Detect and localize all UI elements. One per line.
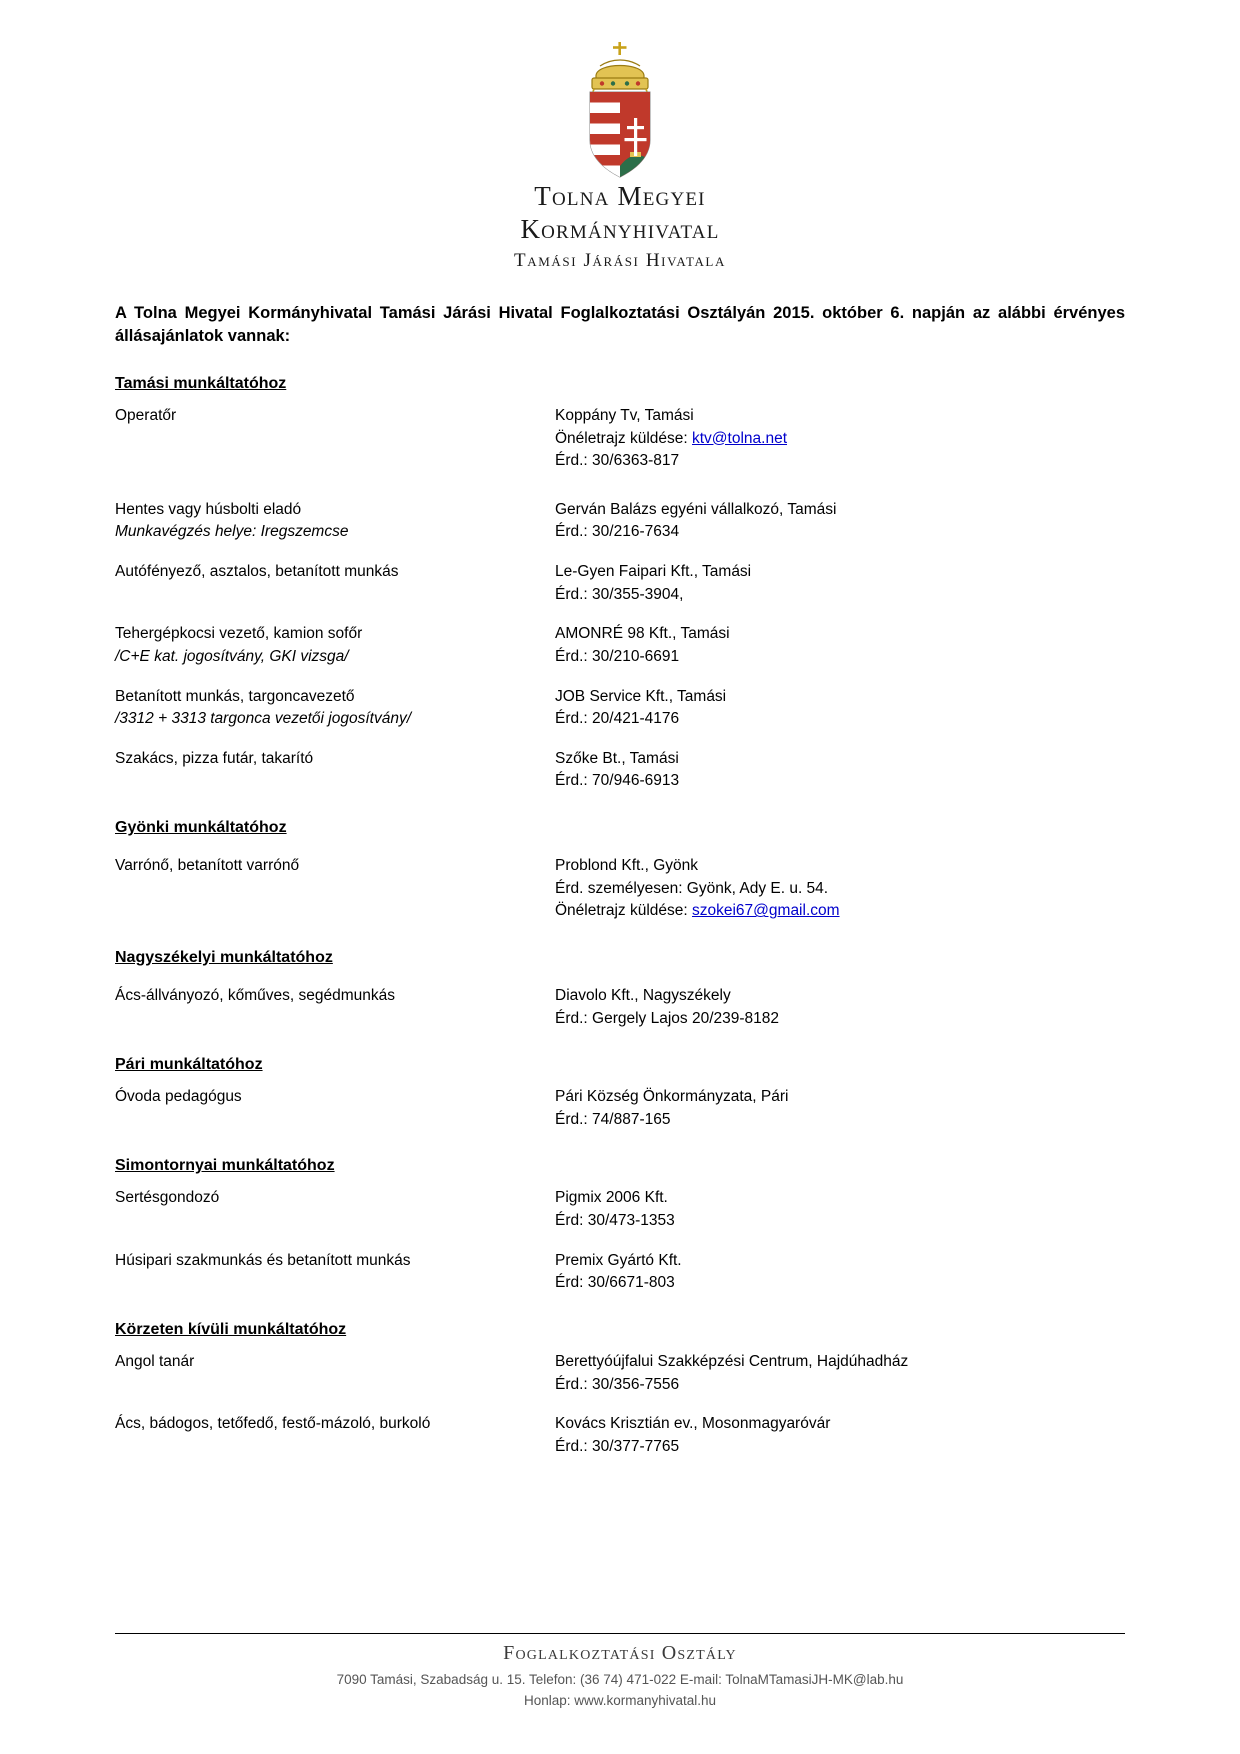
- hungarian-coat-of-arms-icon: [572, 40, 668, 180]
- job-title: Szakács, pizza futár, takarító: [115, 749, 314, 767]
- employer-name: Pári Község Önkormányzata, Pári: [555, 1088, 789, 1106]
- job-entry: [115, 855, 1125, 923]
- job-entry-right: [555, 1250, 1125, 1295]
- job-entry: [115, 561, 1125, 606]
- job-note: /3312 + 3313 targonca vezetői jogosítvány/: [115, 710, 411, 728]
- employer-name: Premix Gyártó Kft.: [555, 1251, 682, 1269]
- section-pari: [115, 1056, 1125, 1131]
- job-entry-left: [115, 686, 555, 731]
- job-entry: [115, 623, 1125, 668]
- cv-label: Önéletrajz küldése:: [555, 429, 692, 447]
- employer-name: Problond Kft., Gyönk: [555, 857, 699, 875]
- job-entry-left: [115, 748, 555, 793]
- section-title: Simontornyai munkáltatóhoz: [115, 1157, 335, 1175]
- employer-name: Gerván Balázs egyéni vállalkozó, Tamási: [555, 500, 837, 518]
- section-title: Körzeten kívüli munkáltatóhoz: [115, 1320, 347, 1338]
- job-entry-right: [555, 623, 1125, 668]
- job-entry-right: [555, 1413, 1125, 1458]
- job-entry-right: [555, 1351, 1125, 1396]
- job-entry-right: [555, 686, 1125, 731]
- job-title: Angol tanár: [115, 1352, 195, 1370]
- contact-phone: Érd: 30/473-1353: [555, 1212, 675, 1230]
- job-entry-right: [555, 405, 1125, 473]
- job-note: Munkavégzés helye: Iregszemcse: [115, 523, 349, 541]
- job-entry-left: [115, 1086, 555, 1131]
- contact-phone: Érd.: 30/377-7765: [555, 1437, 680, 1455]
- job-entry: [115, 748, 1125, 793]
- cv-line: [555, 900, 1125, 923]
- job-title: Varrónő, betanított varrónő: [115, 857, 300, 875]
- org-line-2: Kormányhivatal: [520, 213, 720, 244]
- cv-email-link[interactable]: ktv@tolna.net: [692, 429, 788, 447]
- section-korzeten-kivuli: [115, 1321, 1125, 1459]
- job-entry-left: [115, 1187, 555, 1232]
- job-entry: [115, 1413, 1125, 1458]
- section-title: Tamási munkáltatóhoz: [115, 374, 287, 392]
- footer-divider: [115, 1633, 1125, 1634]
- job-entry-right: [555, 985, 1125, 1030]
- job-entry: [115, 405, 1125, 473]
- employer-name: Kovács Krisztián ev., Mosonmagyaróvár: [555, 1415, 831, 1433]
- job-entry-right: [555, 499, 1125, 544]
- job-title: Autófényező, asztalos, betanított munkás: [115, 563, 399, 581]
- contact-phone: Érd.: 30/210-6691: [555, 647, 680, 665]
- job-entry-right: [555, 1187, 1125, 1232]
- employer-address: Érd. személyesen: Gyönk, Ady E. u. 54.: [555, 879, 829, 897]
- org-line-1: Tolna Megyei: [534, 181, 706, 211]
- job-entry-right: [555, 855, 1125, 923]
- section-title: Gyönki munkáltatóhoz: [115, 819, 287, 837]
- contact-phone: Érd.: 30/216-7634: [555, 523, 680, 541]
- contact-phone: Érd: 30/6671-803: [555, 1274, 675, 1292]
- job-entry-left: [115, 1413, 555, 1458]
- employer-name: Le-Gyen Faipari Kft., Tamási: [555, 563, 752, 581]
- page-footer: [0, 1633, 1240, 1712]
- employer-name: AMONRÉ 98 Kft., Tamási: [555, 625, 730, 643]
- section-title: Nagyszékelyi munkáltatóhoz: [115, 948, 333, 966]
- job-title: Operatőr: [115, 406, 177, 424]
- contact-phone: Érd.: 74/887-165: [555, 1110, 671, 1128]
- job-title: Tehergépkocsi vezető, kamion sofőr: [115, 625, 363, 643]
- job-entry: [115, 985, 1125, 1030]
- section-gyonk: [115, 819, 1125, 923]
- section-tamasi: [115, 375, 1125, 793]
- job-entry-left: [115, 499, 555, 544]
- job-entry-left: [115, 985, 555, 1030]
- employer-name: Berettyóújfalui Szakképzési Centrum, Hajdúhadház: [555, 1352, 909, 1370]
- employer-name: Koppány Tv, Tamási: [555, 406, 694, 424]
- footer-contact-line: 7090 Tamási, Szabadság u. 15. Telefon: (36 74) 471-022 E-mail: TolnaMTamasiJH-MK@lab.hu: [336, 1672, 904, 1688]
- job-entry: [115, 1351, 1125, 1396]
- contact-phone: Érd.: 30/6363-817: [555, 452, 680, 470]
- contact-phone: Érd.: Gergely Lajos 20/239-8182: [555, 1009, 780, 1027]
- contact-phone: Érd.: 30/356-7556: [555, 1375, 680, 1393]
- job-entry-left: [115, 405, 555, 473]
- job-title: Ács, bádogos, tetőfedő, festő-mázoló, burkoló: [115, 1415, 431, 1433]
- job-entry-left: [115, 623, 555, 668]
- section-title: Pári munkáltatóhoz: [115, 1056, 263, 1074]
- cv-line: [555, 428, 1125, 451]
- contact-phone: Érd.: 30/355-3904,: [555, 585, 684, 603]
- footer-website-line: Honlap: www.kormanyhivatal.hu: [523, 1693, 717, 1709]
- job-entry: [115, 1250, 1125, 1295]
- letterhead: [115, 40, 1125, 272]
- employer-name: JOB Service Kft., Tamási: [555, 687, 727, 705]
- employer-name: Pigmix 2006 Kft.: [555, 1189, 668, 1207]
- job-entry-right: [555, 748, 1125, 793]
- job-entry-left: [115, 1250, 555, 1295]
- job-title: Ács-állványozó, kőműves, segédmunkás: [115, 986, 395, 1004]
- section-simontornya: [115, 1157, 1125, 1295]
- employer-name: Szőke Bt., Tamási: [555, 749, 679, 767]
- section-nagyszekely: [115, 949, 1125, 1030]
- cv-email-link[interactable]: szokei67@gmail.com: [692, 902, 840, 920]
- job-entry-right: [555, 561, 1125, 606]
- job-note: /C+E kat. jogosítvány, GKI vizsga/: [115, 647, 349, 665]
- job-entry-left: [115, 1351, 555, 1396]
- cv-label: Önéletrajz küldése:: [555, 902, 692, 920]
- job-title: Hentes vagy húsbolti eladó: [115, 500, 302, 518]
- job-entry: [115, 499, 1125, 544]
- job-entry: [115, 1086, 1125, 1131]
- contact-phone: Érd.: 20/421-4176: [555, 710, 680, 728]
- organization-name: [115, 180, 1125, 272]
- job-entry: [115, 686, 1125, 731]
- job-entry: [115, 1187, 1125, 1232]
- job-title: Óvoda pedagógus: [115, 1088, 242, 1106]
- job-entry-left: [115, 561, 555, 606]
- job-entry-right: [555, 1086, 1125, 1131]
- job-title: Sertésgondozó: [115, 1189, 220, 1207]
- footer-title: Foglalkoztatási Osztály: [503, 1642, 737, 1665]
- job-title: Betanított munkás, targoncavezető: [115, 687, 355, 705]
- org-line-3: Tamási Járási Hivatala: [514, 249, 726, 271]
- employer-name: Diavolo Kft., Nagyszékely: [555, 986, 731, 1004]
- job-entry-left: [115, 855, 555, 923]
- contact-phone: Érd.: 70/946-6913: [555, 772, 680, 790]
- job-title: Húsipari szakmunkás és betanított munkás: [115, 1251, 411, 1269]
- intro-paragraph: A Tolna Megyei Kormányhivatal Tamási Járási Hivatal Foglalkoztatási Osztályán 2015. október 6. napján az alábbi érvényes állásajánlatok vannak:: [115, 304, 1125, 346]
